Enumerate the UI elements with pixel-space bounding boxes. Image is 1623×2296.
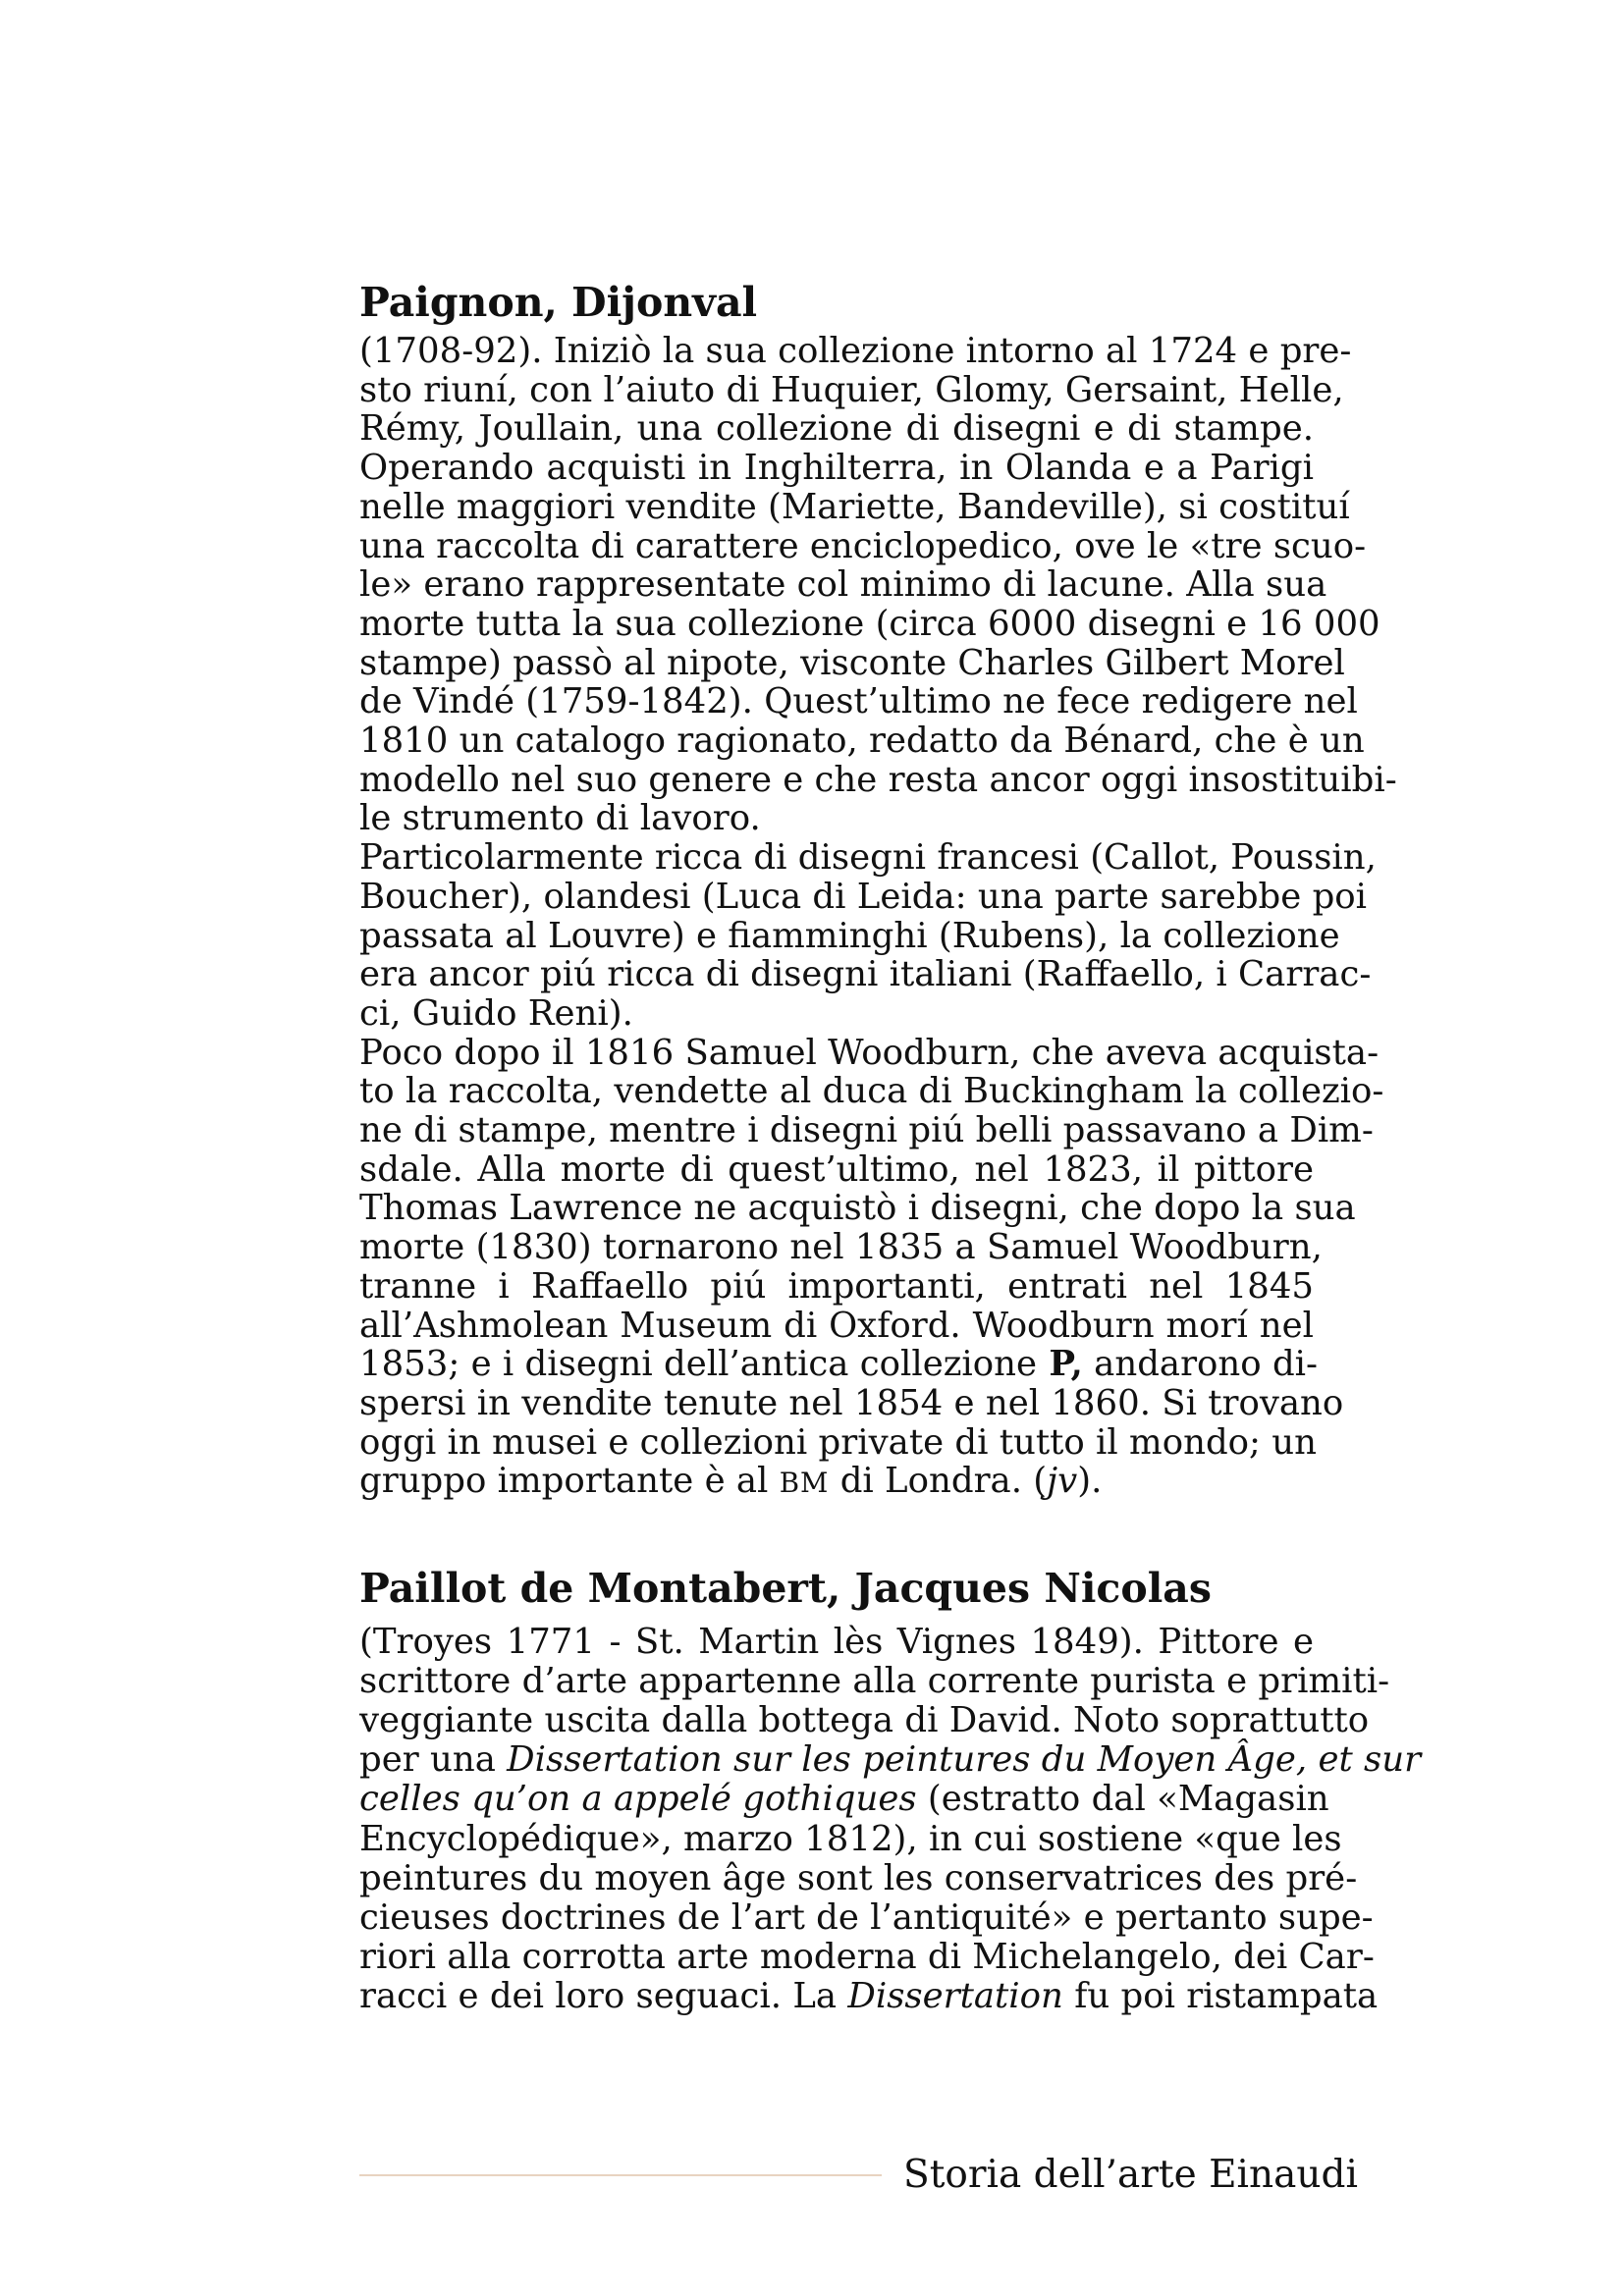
entry-heading: Paignon, Dijonval xyxy=(359,279,758,326)
entry-text-line: Poco dopo il 1816 Samuel Woodburn, che aveva acquista- xyxy=(359,1033,1380,1073)
entry-text-line: nelle maggiori vendite (Mariette, Bandeville), si costituí xyxy=(359,487,1350,527)
entry-text-line: le strumento di lavoro. xyxy=(359,798,761,838)
entry-text-line: 1810 un catalogo ragionato, redatto da Bénard, che è un xyxy=(359,721,1365,761)
entry-text-line: modello nel suo genere e che resta ancor oggi insostituibi- xyxy=(359,760,1397,800)
entry-text-line: sto riuní, con l’aiuto di Huquier, Glomy, Gersaint, Helle, xyxy=(359,370,1344,410)
entry-text-line: morte (1830) tornarono nel 1835 a Samuel Woodburn, xyxy=(359,1227,1323,1267)
footer-divider xyxy=(359,2174,882,2176)
entry-text-line: le» erano rappresentate col minimo di lacune. Alla sua xyxy=(359,564,1327,605)
entry-text-line: celles qu’on a appelé gothiques (estratto dal «Magasin xyxy=(359,1779,1329,1819)
entry-text-line: ci, Guido Reni). xyxy=(359,993,633,1034)
entry-text-line: spersi in vendite tenute nel 1854 e nel 1860. Si trovano xyxy=(359,1383,1344,1423)
entry-text-line: per una Dissertation sur les peintures du Moyen Âge, et sur xyxy=(359,1739,1422,1780)
entry-text-line: ne di stampe, mentre i disegni piú belli passavano a Dim- xyxy=(359,1110,1374,1150)
entry-text-line: passata al Louvre) e fiamminghi (Rubens), la collezione xyxy=(359,916,1340,956)
entry-text-line: una raccolta di carattere enciclopedico, ove le «tre scuo- xyxy=(359,526,1367,566)
entry-text-line: gruppo importante è al BM di Londra. (jv). xyxy=(359,1461,1103,1501)
entry-text-line: oggi in musei e collezioni private di tutto il mondo; un xyxy=(359,1422,1318,1463)
entry-text-line: cieuses doctrines de l’art de l’antiquité» e pertanto supe- xyxy=(359,1897,1374,1938)
entry-text-line: Operando acquisti in Inghilterra, in Olanda e a Parigi xyxy=(359,448,1314,488)
entry-text-line: riori alla corrotta arte moderna di Michelangelo, dei Car- xyxy=(359,1937,1375,1977)
entry-heading: Paillot de Montabert, Jacques Nicolas xyxy=(359,1565,1212,1612)
entry-text-line: morte tutta la sua collezione (circa 6000 disegni e 16 000 xyxy=(359,604,1380,644)
entry-text-line: (Troyes 1771 - St. Martin lès Vignes 1849). Pittore e xyxy=(359,1622,1314,1662)
entry-text-line: sdale. Alla morte di quest’ultimo, nel 1823, il pittore xyxy=(359,1149,1314,1190)
entry-text-line: peintures du moyen âge sont les conservatrices des pré- xyxy=(359,1858,1358,1898)
entry-text-line: to la raccolta, vendette al duca di Buckingham la collezio- xyxy=(359,1071,1384,1111)
entry-text-line: 1853; e i disegni dell’antica collezione P, andarono di- xyxy=(359,1344,1319,1384)
entry-text-line: de Vindé (1759-1842). Quest’ultimo ne fece redigere nel xyxy=(359,681,1358,721)
entry-text-line: Encyclopédique», marzo 1812), in cui sostiene «que les xyxy=(359,1819,1342,1859)
entry-text-line: Rémy, Joullain, una collezione di disegni e di stampe. xyxy=(359,408,1314,449)
entry-text-line: stampe) passò al nipote, visconte Charles Gilbert Morel xyxy=(359,643,1345,683)
entry-text-line: era ancor piú ricca di disegni italiani (Raffaello, i Carrac- xyxy=(359,954,1372,994)
entry-text-line: all’Ashmolean Museum di Oxford. Woodburn morí nel xyxy=(359,1306,1314,1346)
entry-text-line: scrittore d’arte appartenne alla corrente purista e primiti- xyxy=(359,1661,1390,1701)
footer-publication-label: Storia dell’arte Einaudi xyxy=(903,2153,1358,2197)
entry-text-line: Particolarmente ricca di disegni francesi (Callot, Poussin, xyxy=(359,837,1377,878)
entry-text-line: Boucher), olandesi (Luca di Leida: una parte sarebbe poi xyxy=(359,877,1368,917)
entry-text-line: Thomas Lawrence ne acquistò i disegni, che dopo la sua xyxy=(359,1188,1356,1228)
entry-text-line: tranne i Raffaello piú importanti, entrati nel 1845 xyxy=(359,1266,1314,1307)
entry-text-line: racci e dei loro seguaci. La Dissertation fu poi ristampata xyxy=(359,1976,1379,2016)
entry-text-line: (1708-92). Iniziò la sua collezione intorno al 1724 e pre- xyxy=(359,331,1352,371)
entry-text-line: veggiante uscita dalla bottega di David. Noto soprattutto xyxy=(359,1700,1370,1740)
